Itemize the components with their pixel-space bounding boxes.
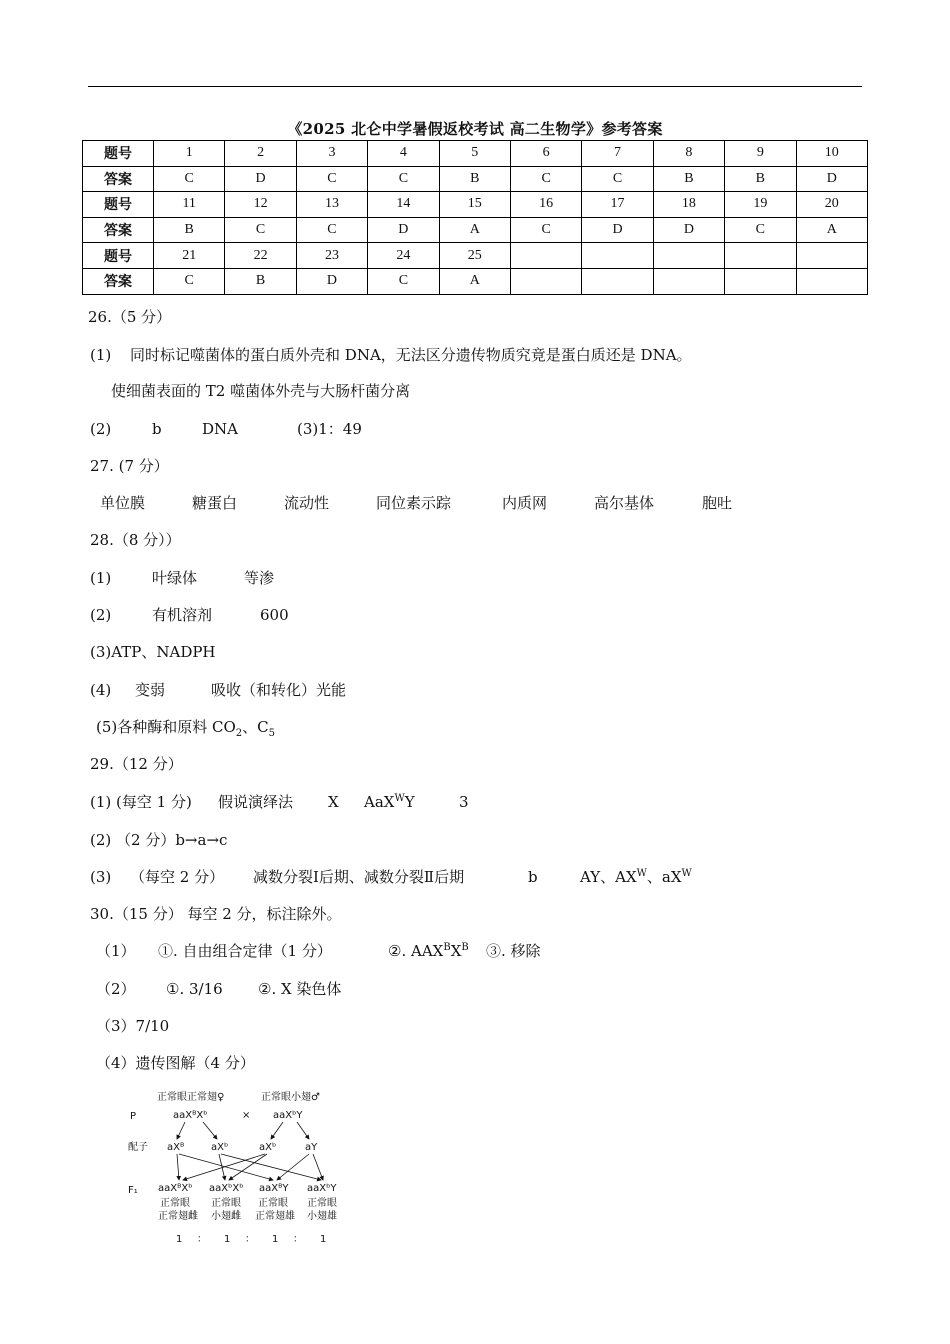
q26-part2-label: (2): [90, 420, 112, 438]
parent-female-genotype: aaXᴮXᵇ: [173, 1110, 208, 1121]
row-header-answer: 答案: [83, 268, 154, 294]
row-header-question: 题号: [83, 243, 154, 269]
gamete-1: aXᴮ: [167, 1142, 185, 1153]
q26-part1-text2: 使细菌表面的 T2 噬菌体外壳与大肠杆菌分离: [111, 382, 411, 400]
question-number-cell: 16: [510, 192, 581, 218]
q26-part1-text: 同时标记噬菌体的蛋白质外壳和 DNA，无法区分遗传物质究竟是蛋白质还是 DNA。: [130, 346, 692, 364]
answer-cell: C: [368, 166, 439, 192]
gamete-label: 配子: [128, 1142, 148, 1153]
q29-part1-answer-c: AaX$^W$Y: [364, 793, 415, 811]
arrow-g4-f1-4: [313, 1154, 323, 1180]
q28-part2: [90, 604, 289, 625]
offspring-4-wing: 小翅雄: [307, 1211, 337, 1222]
q26-part3: (3)1：49: [297, 420, 362, 438]
q30-part1-answer-b: ②. $AAX^BX^B$: [388, 942, 469, 960]
q27-answer-3: 流动性: [284, 494, 330, 512]
parent-female-label: 正常眼正常翅♀: [157, 1092, 225, 1103]
question-number-cell: 14: [368, 192, 439, 218]
answer-cell: C: [154, 166, 225, 192]
question-number-row: [83, 243, 868, 269]
arrow-g2-f1-4: [221, 1154, 321, 1180]
q28-heading: 28.（8 分））: [90, 531, 181, 549]
question-number-cell: 15: [439, 192, 510, 218]
answer-cell: D: [225, 166, 296, 192]
row-header-answer: 答案: [83, 166, 154, 192]
cross-symbol: ×: [242, 1110, 251, 1121]
q26-heading: 26.（5 分）: [88, 308, 172, 326]
q28-part5-sub-c5: 5: [268, 728, 276, 739]
arrow-g4-f1-3: [277, 1154, 309, 1180]
q27-answers: [100, 492, 732, 513]
answer-cell: A: [439, 217, 510, 243]
answer-cell: B: [154, 217, 225, 243]
question-number-cell: 4: [368, 141, 439, 167]
offspring-1-genotype: aaXᴮXᵇ: [158, 1183, 193, 1194]
q29-heading: 29.（12 分）: [90, 755, 183, 773]
ratio-3: 1: [272, 1234, 279, 1245]
q30-part2-label: （2）: [96, 980, 136, 998]
question-number-cell: [582, 243, 653, 269]
question-number-cell: [725, 243, 796, 269]
answer-cell: C: [725, 217, 796, 243]
offspring-1-eye: 正常眼: [160, 1198, 190, 1209]
answer-cell: C: [582, 166, 653, 192]
f1-label: F₁: [128, 1185, 138, 1196]
header-rule: [88, 86, 862, 87]
question-number-cell: 11: [154, 192, 225, 218]
q28-part5-text-c: 、C: [242, 718, 269, 736]
answer-cell: D: [296, 268, 367, 294]
q28-part5-text: (5)各种酶和原料 CO: [96, 718, 236, 736]
q28-part2-answer-b: 600: [260, 606, 289, 624]
q28-part1-answer-b: 等渗: [244, 569, 275, 587]
answer-cell: [582, 268, 653, 294]
arrow-g1-f1-1: [177, 1154, 179, 1180]
row-header-question: 题号: [83, 141, 154, 167]
q27-answer-2: 糖蛋白: [192, 494, 238, 512]
answer-cell: [653, 268, 724, 294]
q26-part1-label: (1): [90, 346, 112, 364]
question-number-cell: [510, 243, 581, 269]
answer-cell: [725, 268, 796, 294]
question-number-cell: 22: [225, 243, 296, 269]
q30-part2: [96, 978, 341, 999]
q28-part5: [96, 716, 275, 739]
ratio-1: 1: [176, 1234, 183, 1245]
offspring-3-eye: 正常眼: [258, 1198, 288, 1209]
q30-part4: （4）遗传图解（4 分）: [96, 1054, 255, 1072]
answer-cell: B: [653, 166, 724, 192]
question-number-cell: 25: [439, 243, 510, 269]
q28-part1-label: (1): [90, 569, 112, 587]
parent-male-label: 正常眼小翅♂: [261, 1092, 320, 1103]
answer-cell: D: [582, 217, 653, 243]
gamete-3: aXᵇ: [259, 1142, 277, 1153]
answer-cell: [510, 268, 581, 294]
q27-answer-7: 胞吐: [702, 494, 733, 512]
q28-part2-label: (2): [90, 606, 112, 624]
q30-part1-answer-a: ①. 自由组合定律（1 分）: [158, 942, 332, 960]
q27-answer-4: 同位素示踪: [376, 494, 452, 512]
genetic-cross-diagram: [125, 1085, 365, 1250]
answer-cell: [796, 268, 867, 294]
q28-part4-label: (4): [90, 681, 112, 699]
question-number-cell: 13: [296, 192, 367, 218]
question-number-row: [83, 141, 868, 167]
q29-part1-answer-d: 3: [459, 793, 469, 811]
q29-part1-answer-b: X: [328, 793, 339, 811]
q29-part2: (2) （2 分）b→a→c: [90, 831, 228, 849]
q30-part2-answer-b: ②. X 染色体: [258, 980, 342, 998]
q28-part3: (3)ATP、NADPH: [90, 643, 216, 661]
q30-part3: （3）7/10: [96, 1017, 170, 1035]
q26-part2: [90, 418, 362, 439]
answer-cell: D: [653, 217, 724, 243]
question-number-cell: 10: [796, 141, 867, 167]
gamete-4: aY: [305, 1142, 318, 1153]
question-number-cell: 8: [653, 141, 724, 167]
q28-part4-answer-b: 吸收（和转化）光能: [211, 681, 347, 699]
arrow-parent-m-to-gamete-3: [271, 1122, 283, 1139]
q29-part3-label: (3): [90, 868, 112, 886]
q29-part3-answer-c: AY、$AX^W$、$aX^W$: [580, 868, 692, 886]
q26-part2-answer-b: DNA: [202, 420, 238, 438]
gamete-2: aXᵇ: [211, 1142, 229, 1153]
answer-cell: D: [796, 166, 867, 192]
q29-part1-label: (1) (每空 1 分): [90, 793, 192, 811]
offspring-2-genotype: aaXᵇXᵇ: [209, 1183, 244, 1194]
question-number-cell: 17: [582, 192, 653, 218]
question-number-cell: 5: [439, 141, 510, 167]
q28-part5-sub-co2: 2: [235, 728, 243, 739]
question-number-cell: [796, 243, 867, 269]
offspring-2-wing: 小翅雌: [211, 1211, 241, 1222]
answer-cell: C: [368, 268, 439, 294]
row-header-answer: 答案: [83, 217, 154, 243]
answer-cell: B: [725, 166, 796, 192]
question-number-row: [83, 192, 868, 218]
question-number-cell: 6: [510, 141, 581, 167]
q29-part3-answer-b: b: [528, 868, 538, 886]
q30-part1: [96, 940, 541, 961]
q29-part3-note: （每空 2 分）: [130, 868, 225, 886]
answer-table: [82, 140, 868, 295]
question-number-cell: 7: [582, 141, 653, 167]
q29-part3-answer-a: 减数分裂Ⅰ后期、减数分裂Ⅱ后期: [253, 868, 465, 886]
question-number-cell: 3: [296, 141, 367, 167]
q30-part1-answer-c: ③. 移除: [486, 942, 541, 960]
offspring-1-wing: 正常翅雌: [158, 1211, 198, 1222]
q27-heading: 27. (7 分）: [90, 457, 169, 475]
question-number-cell: [653, 243, 724, 269]
ratio-sep-3: ：: [293, 1234, 303, 1245]
question-number-cell: 24: [368, 243, 439, 269]
ratio-2: 1: [224, 1234, 231, 1245]
question-number-cell: 20: [796, 192, 867, 218]
answer-cell: A: [439, 268, 510, 294]
q27-answer-6: 高尔基体: [594, 494, 655, 512]
offspring-2-eye: 正常眼: [211, 1198, 241, 1209]
p-label: P: [130, 1111, 137, 1122]
answer-row: [83, 268, 868, 294]
q28-part1: [90, 567, 274, 588]
q30-heading: 30.（15 分） 每空 2 分，标注除外。: [90, 905, 342, 923]
q29-part1-answer-a: 假说演绎法: [218, 793, 294, 811]
q28-part2-answer-a: 有机溶剂: [152, 606, 213, 624]
q28-part1-answer-a: 叶绿体: [152, 569, 198, 587]
arrow-g1-f1-3: [179, 1154, 273, 1180]
answer-cell: B: [225, 268, 296, 294]
answer-cell: A: [796, 217, 867, 243]
q29-part1: [90, 791, 469, 812]
answer-row: [83, 166, 868, 192]
q27-answer-1: 单位膜: [100, 494, 146, 512]
offspring-4-genotype: aaXᵇY: [307, 1183, 337, 1194]
offspring-4-eye: 正常眼: [307, 1198, 337, 1209]
answer-cell: B: [439, 166, 510, 192]
row-header-question: 题号: [83, 192, 154, 218]
answer-row: [83, 217, 868, 243]
q26-part2-answer-a: b: [152, 420, 162, 438]
q30-part1-label: （1）: [96, 942, 136, 960]
answer-cell: C: [154, 268, 225, 294]
question-number-cell: 9: [725, 141, 796, 167]
arrow-parent-f-to-gamete-2: [203, 1122, 217, 1139]
ratio-4: 1: [320, 1234, 327, 1245]
q27-answer-5: 内质网: [502, 494, 548, 512]
q26-part1: [90, 344, 692, 365]
question-number-cell: 1: [154, 141, 225, 167]
q28-part4: [90, 679, 346, 700]
offspring-3-wing: 正常翅雄: [255, 1211, 295, 1222]
question-number-cell: 12: [225, 192, 296, 218]
arrow-parent-m-to-gamete-4: [297, 1122, 309, 1139]
question-number-cell: 19: [725, 192, 796, 218]
q30-part2-answer-a: ①. 3/16: [166, 980, 223, 998]
answer-cell: C: [225, 217, 296, 243]
answer-cell: D: [368, 217, 439, 243]
parent-male-genotype: aaXᵇY: [273, 1110, 303, 1121]
page-title: 《2025 北仑中学暑假返校考试 高二生物学》参考答案: [287, 120, 663, 138]
ratio-sep-1: ：: [197, 1234, 207, 1245]
question-number-cell: 2: [225, 141, 296, 167]
q28-part4-answer-a: 变弱: [135, 681, 166, 699]
q29-part3: [90, 866, 692, 887]
answer-cell: C: [296, 217, 367, 243]
answer-cell: C: [510, 166, 581, 192]
answer-cell: C: [296, 166, 367, 192]
offspring-3-genotype: aaXᴮY: [259, 1183, 289, 1194]
question-number-cell: 23: [296, 243, 367, 269]
ratio-sep-2: ：: [245, 1234, 255, 1245]
question-number-cell: 18: [653, 192, 724, 218]
arrow-parent-f-to-gamete-1: [177, 1122, 185, 1139]
answer-cell: C: [510, 217, 581, 243]
question-number-cell: 21: [154, 243, 225, 269]
